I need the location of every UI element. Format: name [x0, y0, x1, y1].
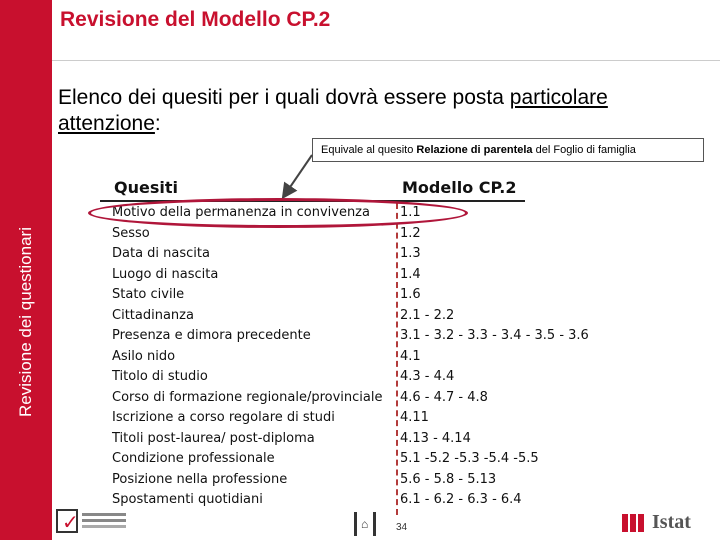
- bracket-icon: ⌂: [354, 512, 376, 536]
- model-cell: 1.4: [400, 266, 421, 282]
- istat-logo-text: Istat: [652, 511, 691, 533]
- question-cell: Stato civile: [112, 287, 185, 302]
- question-cell: Titoli post-laurea/ post-diploma: [112, 430, 315, 446]
- model-cell: 1.2: [400, 225, 421, 241]
- table-row: [112, 347, 712, 367]
- column-header-model: Modello CP.2: [402, 178, 517, 197]
- question-cell: Condizione professionale: [112, 451, 275, 466]
- census-logo: [56, 505, 126, 537]
- column-header-questions: Quesiti: [114, 178, 178, 197]
- table-row: [112, 490, 712, 510]
- question-cell: Data di nascita: [112, 246, 210, 261]
- model-cell: 4.3 - 4.4: [400, 369, 455, 384]
- question-cell: Cittadinanza: [112, 307, 194, 323]
- heading-link[interactable]: particolare attenzione: [58, 86, 608, 135]
- model-cell: 4.1: [400, 348, 421, 364]
- model-cell: 4.11: [400, 410, 429, 425]
- model-cell: 1.6: [400, 287, 421, 302]
- question-cell: Iscrizione a corso regolare di studi: [112, 410, 335, 425]
- question-cell: Sesso: [112, 225, 150, 241]
- highlight-ellipse: [88, 198, 468, 228]
- table-row: [112, 244, 712, 264]
- model-cell: 1.3: [400, 246, 421, 261]
- table-row: [112, 306, 712, 326]
- table-row: [112, 285, 712, 305]
- model-cell: 2.1 - 2.2: [400, 307, 455, 323]
- model-cell: 4.6 - 4.7 - 4.8: [400, 389, 488, 405]
- heading-text: Elenco dei quesiti per i quali dovrà essere posta: [58, 86, 510, 109]
- model-cell: 3.1 - 3.2 - 3.3 - 3.4 - 3.5 - 3.6: [400, 328, 589, 343]
- table-row: [112, 265, 712, 285]
- table-row: [112, 326, 712, 346]
- table-row: [112, 429, 712, 449]
- question-cell: Corso di formazione regionale/provinciale: [112, 389, 383, 405]
- page-title: Revisione del Modello CP.2: [60, 8, 331, 31]
- model-cell: 4.13 - 4.14: [400, 430, 471, 446]
- table-row: [112, 388, 712, 408]
- question-cell: Motivo della permanenza in convivenza: [112, 205, 370, 220]
- note-suffix: del Foglio di famiglia: [532, 144, 636, 156]
- sidebar-label: Revisione dei questionari: [16, 227, 35, 417]
- question-cell: Titolo di studio: [112, 369, 208, 384]
- question-cell: Spostamenti quotidiani: [112, 492, 263, 507]
- question-cell: Luogo di nascita: [112, 266, 219, 282]
- question-cell: Asilo nido: [112, 348, 176, 364]
- page-number: 34: [396, 522, 408, 533]
- model-cell: 1.1: [400, 205, 421, 220]
- question-cell: Posizione nella professione: [112, 471, 288, 487]
- model-cell: 6.1 - 6.2 - 6.3 - 6.4: [400, 492, 522, 507]
- table-row: [112, 367, 712, 387]
- logo-text-lines: [82, 513, 126, 516]
- table-row: [112, 449, 712, 469]
- model-cell: 5.1 -5.2 -5.3 -5.4 -5.5: [400, 451, 539, 466]
- note-prefix: Equivale al quesito: [321, 144, 417, 156]
- table-row: [112, 470, 712, 490]
- heading-tail: :: [154, 112, 161, 135]
- note-bold: Relazione di parentela: [416, 144, 533, 156]
- logo-mark-icon: ✓: [56, 509, 78, 533]
- table-row: [112, 408, 712, 428]
- model-cell: 5.6 - 5.8 - 5.13: [400, 471, 497, 487]
- question-cell: Presenza e dimora precedente: [112, 328, 311, 343]
